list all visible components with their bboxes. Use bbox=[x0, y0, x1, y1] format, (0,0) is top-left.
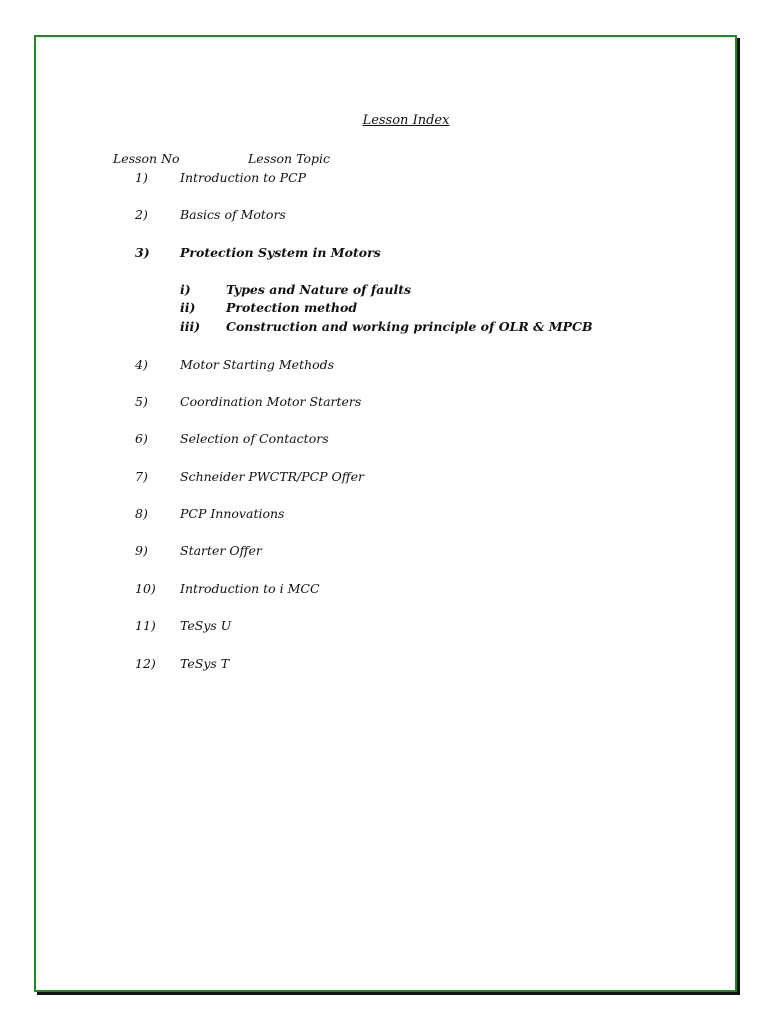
header-lesson-no: Lesson No bbox=[113, 151, 180, 166]
subtopic-topic: Types and Nature of faults bbox=[226, 282, 412, 297]
lesson-number: 8) bbox=[135, 506, 148, 521]
lesson-topic: Coordination Motor Starters bbox=[180, 394, 362, 409]
lesson-topic: Protection System in Motors bbox=[180, 245, 381, 260]
lesson-topic: TeSys T bbox=[180, 656, 230, 671]
lesson-topic: Motor Starting Methods bbox=[180, 357, 335, 372]
lesson-topic: PCP Innovations bbox=[180, 506, 285, 521]
lesson-number: 12) bbox=[135, 656, 156, 671]
lesson-number: 7) bbox=[135, 469, 148, 484]
lesson-topic: Basics of Motors bbox=[180, 207, 286, 222]
subtopic-number: ii) bbox=[180, 300, 196, 315]
lesson-topic: Introduction to PCP bbox=[180, 170, 307, 185]
lesson-number: 1) bbox=[135, 170, 148, 185]
lesson-number: 5) bbox=[135, 394, 148, 409]
lesson-number: 11) bbox=[135, 618, 156, 633]
header-lesson-topic: Lesson Topic bbox=[248, 151, 330, 166]
lesson-number: 9) bbox=[135, 543, 148, 558]
lesson-number: 4) bbox=[135, 357, 148, 372]
subtopic-number: i) bbox=[180, 282, 191, 297]
lesson-topic: TeSys U bbox=[180, 618, 232, 633]
lesson-number: 10) bbox=[135, 581, 156, 596]
lesson-topic: Selection of Contactors bbox=[180, 431, 329, 446]
subtopic-topic: Construction and working principle of OLR & MPCB bbox=[226, 319, 593, 334]
lesson-topic: Schneider PWCTR/PCP Offer bbox=[180, 469, 365, 484]
lesson-number: 2) bbox=[135, 207, 148, 222]
lesson-number: 3) bbox=[135, 245, 150, 260]
lesson-number: 6) bbox=[135, 431, 148, 446]
lesson-topic: Starter Offer bbox=[180, 543, 262, 558]
lesson-topic: Introduction to i MCC bbox=[180, 581, 320, 596]
page-title: Lesson Index bbox=[362, 113, 450, 128]
subtopic-topic: Protection method bbox=[226, 300, 358, 315]
subtopic-number: iii) bbox=[180, 319, 201, 334]
